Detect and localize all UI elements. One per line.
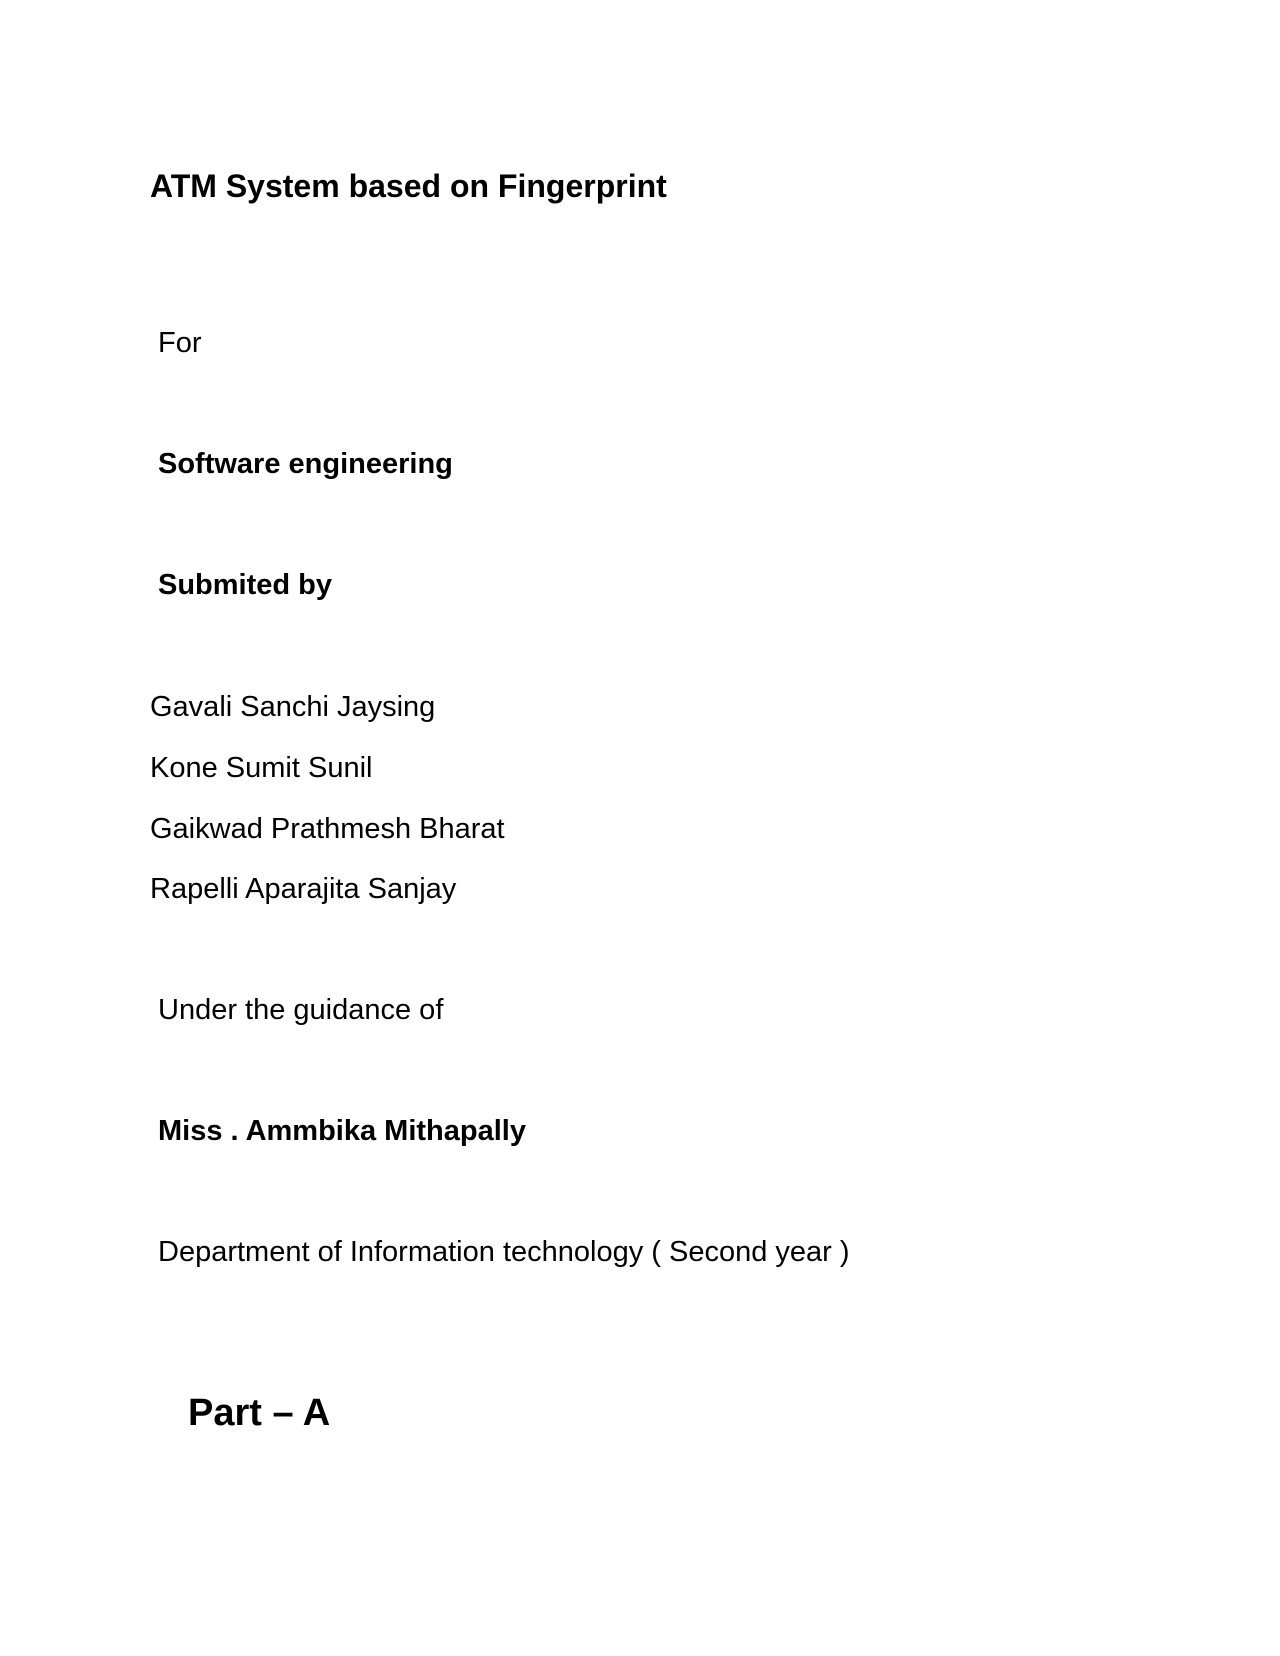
part-heading: Part – A [188,1392,331,1434]
document-title: ATM System based on Fingerprint [150,168,667,204]
guide-name: Miss . Ammbika Mithapally [158,1115,526,1147]
subject-name: Software engineering [158,448,453,480]
submitted-by-label: Submited by [158,569,333,601]
guidance-label: Under the guidance of [158,994,444,1026]
member-name: Gaikwad Prathmesh Bharat [150,813,505,845]
member-name: Rapelli Aparajita Sanjay [150,873,457,905]
member-name: Gavali Sanchi Jaysing [150,691,436,723]
member-name: Kone Sumit Sunil [150,752,373,784]
for-label: For [158,327,202,359]
department-line: Department of Information technology ( Second year ) [158,1236,850,1268]
